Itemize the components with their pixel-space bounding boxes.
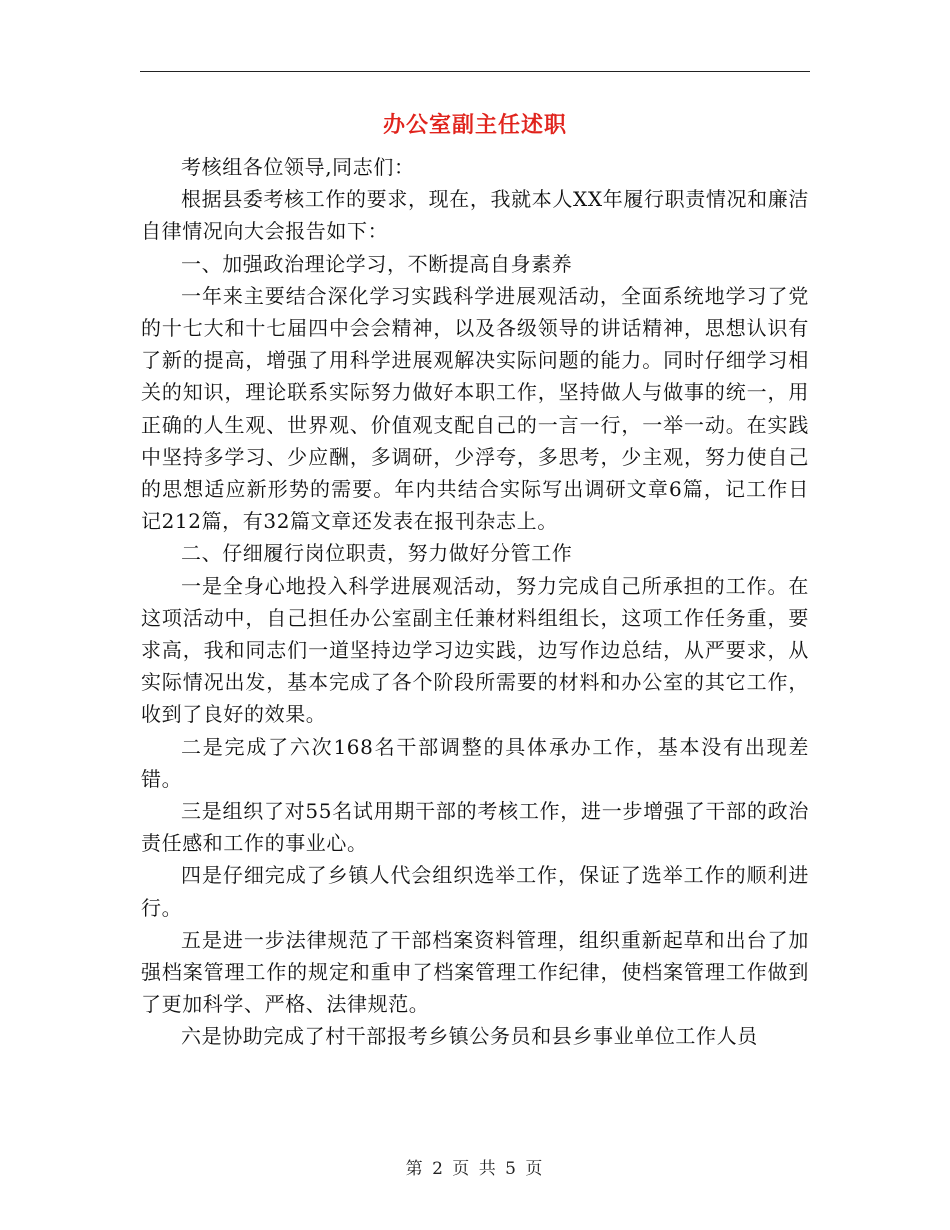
page-footer: 第 2 页 共 5 页: [405, 1159, 545, 1179]
document-body: [141, 151, 809, 1053]
paragraph-item-1: 一是全身心地投入科学进展观活动，努力完成自己所承担的工作。在这项活动中，自己担任办公室副主任兼材料组组长，这项工作任务重，要求高，我和同志们一道坚持边学习边实践，边写作边总结，从严要求，从实际情况出发，基本完成了各个阶段所需要的材料和办公室的其它工作，收到了良好的效果。: [141, 573, 809, 727]
paragraph-item-6: 六是协助完成了村干部报考乡镇公务员和县乡事业单位工作人员: [181, 1024, 758, 1049]
paragraph-item-4: 四是仔细完成了乡镇人代会组织选举工作，保证了选举工作的顺利进行。: [141, 863, 809, 920]
section-heading-2: 二、仔细履行岗位职责，努力做好分管工作: [181, 541, 573, 566]
paragraph-item-3: 三是组织了对55名试用期干部的考核工作，进一步增强了干部的政治责任感和工作的事业心。: [141, 799, 809, 856]
paragraph-study: 一年来主要结合深化学习实践科学进展观活动，全面系统地学习了党的十七大和十七届四中会会精神，以及各级领导的讲话精神，思想认识有了新的提高，增强了用科学进展观解决实际问题的能力。同时仔细学习相关的知识，理论联系实际努力做好本职工作，坚持做人与做事的统一，用正确的人生观、世界观、价值观支配自己的一言一行，一举一动。在实践中坚持多学习、少应酬，多调研，少浮夸，多思考，少主观，努力使自己的思想适应新形势的需要。年内共结合实际写出调研文章6篇，记工作日记212篇，有32篇文章还发表在报刊杂志上。: [141, 283, 809, 534]
paragraph-item-2: 二是完成了六次168名干部调整的具体承办工作，基本没有出现差错。: [141, 734, 809, 791]
paragraph-item-5: 五是进一步法律规范了干部档案资料管理，组织重新起草和出台了加强档案管理工作的规定和重申了档案管理工作纪律，使档案管理工作做到了更加科学、严格、法律规范。: [141, 927, 809, 1017]
paragraph-intro: 根据县委考核工作的要求，现在，我就本人XX年履行职责情况和廉洁自律情况向大会报告如下：: [141, 187, 809, 244]
header-rule: [140, 71, 810, 72]
section-heading-1: 一、加强政治理论学习，不断提高自身素养: [181, 251, 573, 276]
paragraph-salutation: 考核组各位领导,同志们：: [181, 155, 415, 179]
document-title: 办公室副主任述职: [382, 112, 567, 138]
